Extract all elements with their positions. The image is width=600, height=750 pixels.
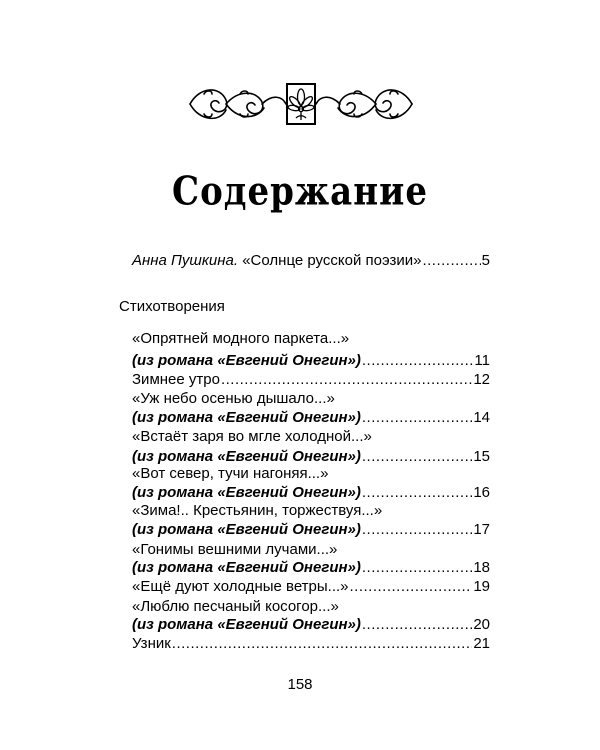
toc-entry-source: (из романа «Евгений Онегин») xyxy=(132,559,361,576)
dot-leader xyxy=(350,576,473,598)
page-number: 158 xyxy=(287,676,313,693)
intro-author: Анна Пушкина. xyxy=(132,252,239,269)
page-ref: 19 xyxy=(473,578,490,595)
toc-entry-source: (из романа «Евгений Онегин») xyxy=(132,484,361,501)
toc-entry-title: «Вот север, тучи нагоняя...» xyxy=(132,465,329,482)
toc-entry-source: (из романа «Евгений Онегин») xyxy=(132,521,361,538)
toc-entry-title: «Люблю песчаный косогор...» xyxy=(132,598,339,615)
page-ref: 16 xyxy=(473,484,490,501)
dot-leader xyxy=(362,519,472,541)
toc-entry-source: (из романа «Евгений Онегин») xyxy=(132,352,361,369)
dot-leader xyxy=(362,407,472,429)
toc-entry-source: (из романа «Евгений Онегин») xyxy=(132,409,361,426)
page-ref: 15 xyxy=(473,448,490,465)
page-ref: 5 xyxy=(481,252,490,269)
toc-entry-source: (из романа «Евгений Онегин») xyxy=(132,616,361,633)
toc-entry[interactable] xyxy=(132,633,490,655)
toc-entry-title: «Гонимы вешними лучами...» xyxy=(132,541,338,558)
page-ref: 12 xyxy=(473,371,490,388)
page-title: Содержание xyxy=(172,169,428,215)
toc-entry-title: «Опрятней модного паркета...» xyxy=(132,330,350,347)
section-heading: Стихотворения xyxy=(119,298,225,315)
toc-entry-title: «Ещё дуют холодные ветры...» xyxy=(132,578,349,595)
page-ref: 11 xyxy=(474,352,490,369)
toc-entry-title: «Уж небо осенью дышало...» xyxy=(132,390,335,407)
toc-entry-intro[interactable] xyxy=(132,250,490,272)
toc-entry[interactable] xyxy=(132,519,490,541)
dot-leader xyxy=(362,446,472,468)
toc-entry[interactable] xyxy=(132,576,490,598)
floral-ornament-icon xyxy=(186,80,416,128)
toc-entry-title: «Зима!.. Крестьянин, торжествуя...» xyxy=(132,502,383,519)
page-ref: 21 xyxy=(473,635,490,652)
page-ref: 20 xyxy=(473,616,490,633)
toc-entry-source: (из романа «Евгений Онегин») xyxy=(132,448,361,465)
page-ref: 18 xyxy=(473,559,490,576)
intro-title: «Солнце русской поэзии» xyxy=(242,252,422,269)
dot-leader xyxy=(422,250,480,272)
toc-entry-title: Узник xyxy=(132,635,171,652)
page-ref: 14 xyxy=(473,409,490,426)
toc-entry-title: «Встаёт заря во мгле холодной...» xyxy=(132,428,372,445)
dot-leader xyxy=(172,633,473,655)
page-ref: 17 xyxy=(473,521,490,538)
toc-entry-title: Зимнее утро xyxy=(132,371,220,388)
